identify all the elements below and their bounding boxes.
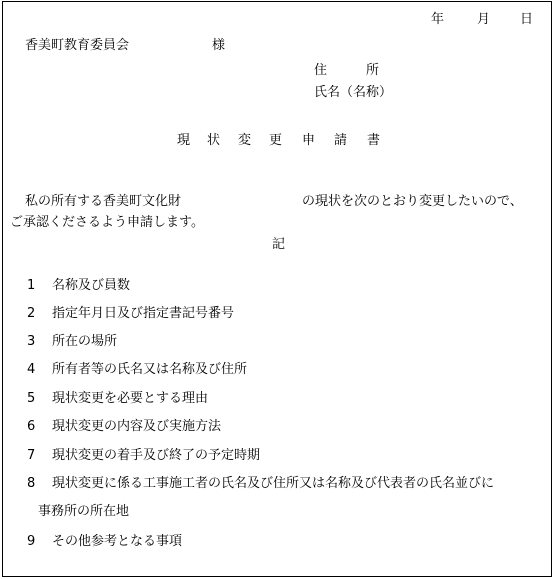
item-text: 現状変更の着手及び終了の予定時期 (52, 448, 261, 463)
item-text: その他参考となる事項 (52, 534, 183, 549)
item-text: 所在の場所 (52, 334, 118, 349)
title-char: 変 (238, 133, 252, 148)
date-day: 日 (520, 12, 534, 27)
title-char: 申 (302, 133, 316, 148)
title-char: 更 (269, 133, 283, 148)
body-line1-prefix: 私の所有する香美町文化財 (25, 194, 182, 209)
body-line2: ご承認くださるよう申請します。 (10, 215, 204, 230)
item-text: 所有者等の氏名又は名称及び住所 (52, 362, 248, 377)
addressee: 香美町教育委員会 (25, 38, 130, 53)
title-char: 請 (334, 133, 348, 148)
item-text-continuation: 事務所の所在地 (38, 504, 130, 519)
item-number: 8 (27, 476, 36, 491)
body-line1-suffix: の現状を次のとおり変更したいので、 (302, 194, 523, 209)
address-label: 住 所 (314, 63, 380, 78)
item-number: 2 (27, 306, 36, 321)
title-char: 現 (177, 133, 191, 148)
ki-heading: 記 (272, 237, 286, 252)
name-label: 氏名（名称） (314, 85, 393, 100)
item-number: 6 (27, 419, 36, 434)
honorific: 様 (212, 38, 226, 53)
item-number: 3 (27, 334, 36, 349)
title-char: 書 (367, 133, 381, 148)
date-month: 月 (477, 12, 491, 27)
item-text: 指定年月日及び指定書記号番号 (52, 306, 235, 321)
item-number: 7 (27, 448, 36, 463)
date-year: 年 (431, 12, 445, 27)
item-text: 現状変更を必要とする理由 (52, 391, 209, 406)
item-number: 9 (27, 534, 36, 549)
item-number: 1 (27, 278, 36, 293)
title-char: 状 (207, 133, 221, 148)
item-text: 名称及び員数 (52, 278, 131, 293)
item-number: 5 (27, 391, 36, 406)
item-text: 現状変更の内容及び実施方法 (52, 419, 222, 434)
item-text: 現状変更に係る工事施工者の氏名及び住所又は名称及び代表者の氏名並びに (52, 476, 495, 491)
item-number: 4 (27, 362, 36, 377)
